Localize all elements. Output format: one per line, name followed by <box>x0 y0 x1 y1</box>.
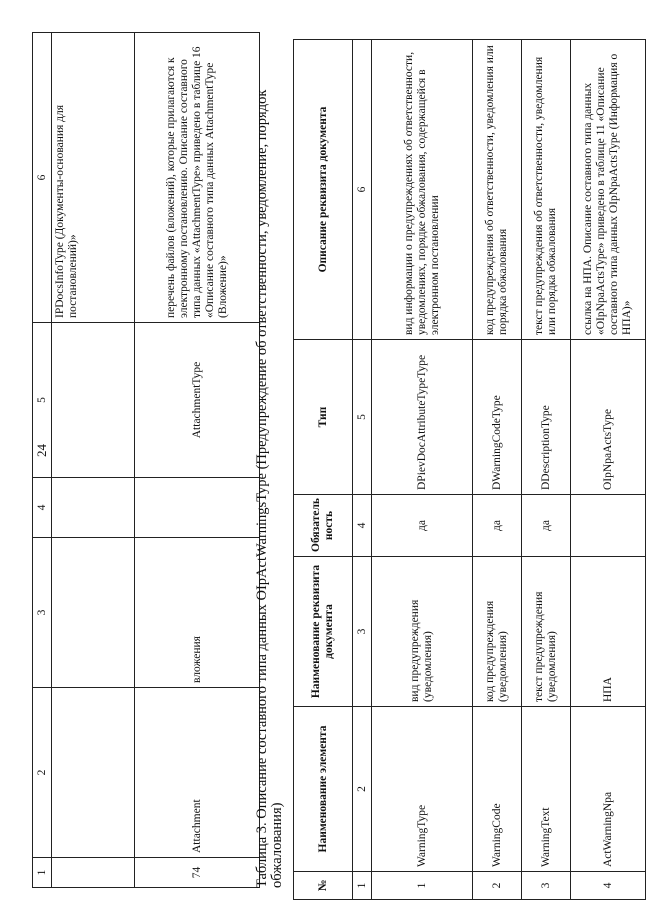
cell-required <box>571 495 646 557</box>
index-cell: 5 <box>33 323 52 478</box>
warnings-table <box>293 39 646 900</box>
header-required: Обязатель ность <box>294 495 353 557</box>
cell-element <box>52 688 135 858</box>
index-cell: 3 <box>353 557 372 707</box>
cell-type: DDescriptionType <box>522 340 571 495</box>
index-cell: 1 <box>353 872 372 900</box>
cell-required: да <box>522 495 571 557</box>
cell-required <box>52 478 135 538</box>
cell-name: НПА <box>571 557 646 707</box>
cell-type: AttachmentType <box>135 323 260 478</box>
cell-description: перечень файлов (вложений), которые прилагаются к электронному постановлению. Описание составного типа данных «AttachmentType» приведено в таблице 16 «Описание составного типа данных AttachmentType (Вложение)» <box>135 33 260 323</box>
cell-name: вложения <box>135 538 260 688</box>
index-cell: 4 <box>353 495 372 557</box>
cell-description: ссылка на НПА. Описание составного типа данных «OIpNpaActsType» приведено в таблице 11 «Описание составного типа данных OIpNpaActsType (Информация о НПА)» <box>571 40 646 340</box>
header-no: № <box>294 872 353 900</box>
table-caption: Таблица 3. Описание составного типа данных OIpActWarningsType (Предупреждение об ответственности, уведомление, порядок обжалования) <box>254 89 285 888</box>
rotated-content <box>20 20 633 900</box>
cell-type: OIpNpaActsType <box>571 340 646 495</box>
cell-no: 74 <box>135 858 260 888</box>
cell-required: да <box>473 495 522 557</box>
cell-no: 3 <box>522 872 571 900</box>
table-row <box>522 40 571 900</box>
cell-element: ActWarningNpa <box>571 707 646 872</box>
cell-element: Attachment <box>135 688 260 858</box>
cell-type: DWarningCodeType <box>473 340 522 495</box>
header-name: Наименование реквизита документа <box>294 557 353 707</box>
index-cell: 6 <box>353 40 372 340</box>
cell-required: да <box>372 495 473 557</box>
table-row <box>135 33 260 888</box>
index-cell: 1 <box>33 858 52 888</box>
cell-type <box>52 323 135 478</box>
index-cell: 6 <box>33 33 52 323</box>
cell-description: IPDocsInfoType (Документы-основания для постановлений)» <box>52 33 135 323</box>
index-cell: 4 <box>33 478 52 538</box>
cell-name: текст предупреждения (уведомления) <box>522 557 571 707</box>
cell-no <box>52 858 135 888</box>
cell-description: вид информации о предупреждениях об ответственности, уведомлениях, порядке обжалования, содержащейся в электронном постановлении <box>372 40 473 340</box>
header-type: Тип <box>294 340 353 495</box>
cell-name <box>52 538 135 688</box>
table-row <box>473 40 522 900</box>
cell-name: вид предупреждения (уведомления) <box>372 557 473 707</box>
cell-no: 4 <box>571 872 646 900</box>
table-index-row <box>33 33 52 888</box>
continued-table <box>32 32 260 888</box>
cell-element: WarningType <box>372 707 473 872</box>
cell-type: DPievDocAttributeTypeType <box>372 340 473 495</box>
index-cell: 2 <box>353 707 372 872</box>
table-row <box>372 40 473 900</box>
table-header-row <box>294 40 353 900</box>
cell-element: WarningCode <box>473 707 522 872</box>
cell-description: код предупреждения об ответственности, уведомления или порядка обжалования <box>473 40 522 340</box>
page-number: 24 <box>34 444 49 457</box>
cell-no: 2 <box>473 872 522 900</box>
index-cell: 3 <box>33 538 52 688</box>
index-cell: 2 <box>33 688 52 858</box>
rotated-content-inner <box>20 20 633 900</box>
cell-element: WarningText <box>522 707 571 872</box>
index-cell: 5 <box>353 340 372 495</box>
header-element: Наименование элемента <box>294 707 353 872</box>
header-description: Описание реквизита документа <box>294 40 353 340</box>
table-index-row <box>353 40 372 900</box>
table-row <box>571 40 646 900</box>
table-row <box>52 33 135 888</box>
cell-description: текст предупреждения об ответственности, уведомления или порядка обжалования <box>522 40 571 340</box>
cell-name: код предупреждения (уведомления) <box>473 557 522 707</box>
cell-no: 1 <box>372 872 473 900</box>
cell-required <box>135 478 260 538</box>
